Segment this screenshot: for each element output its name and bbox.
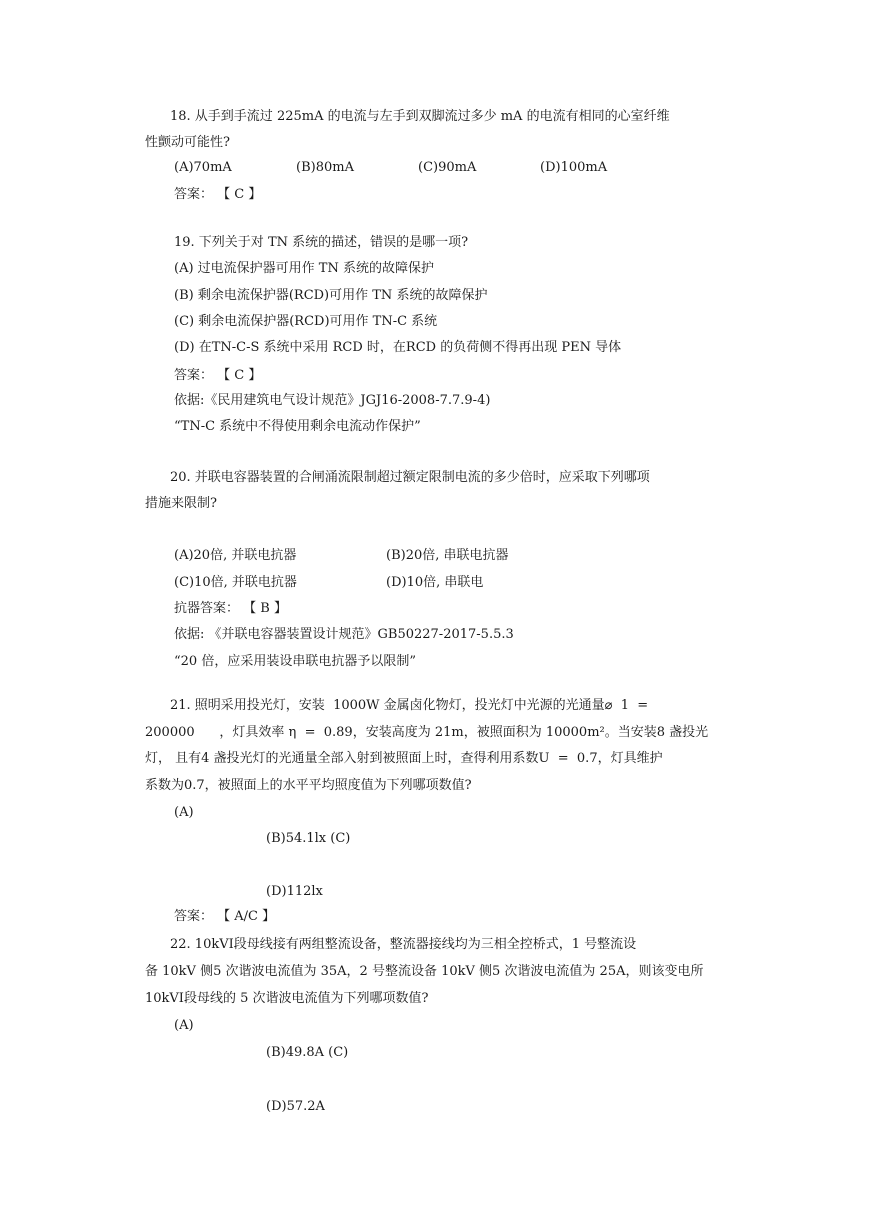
q20-option-b: (B)20倍, 串联电抗器	[386, 548, 509, 563]
q22-option-b-c: (B)49.8A (C)	[266, 1045, 349, 1060]
q19-option-d: (D) 在TN-C-S 系统中采用 RCD 时，在RCD 的负荷侧不得再出现 PEN 导体	[174, 340, 622, 355]
q20-answer: 抗器答案： 【 B 】	[174, 601, 287, 616]
q19-option-b: (B) 剩余电流保护器(RCD)可用作 TN 系统的故障保护	[174, 288, 488, 303]
q21-stem-line-2: 200000 ，灯具效率 η = 0.89，安装高度为 21m，被照面积为 10000m²。当安装8 盏投光	[145, 725, 709, 740]
q21-option-a: (A)	[174, 805, 194, 820]
q22-stem-line-1: 22. 10kVⅠ段母线接有两组整流设备，整流器接线均为三相全控桥式，1 号整流设	[170, 937, 637, 952]
q20-option-d: (D)10倍, 串联电	[386, 575, 484, 590]
q21-stem-line-1: 21. 照明采用投光灯，安装 1000W 金属卤化物灯，投光灯中光源的光通量⌀ 1 =	[170, 698, 649, 713]
q19-stem: 19. 下列关于对 TN 系统的描述，错误的是哪一项?	[174, 235, 469, 250]
q21-answer: 答案： 【 A/C 】	[174, 909, 276, 924]
q21-stem-line-3: 灯， 且有4 盏投光灯的光通量全部入射到被照面上时，查得利用系数U = 0.7，灯具维护	[145, 751, 663, 766]
q19-basis: 依据:《民用建筑电气设计规范》JGJ16-2008-7.7.9-4)	[174, 393, 491, 408]
q19-option-a: (A) 过电流保护器可用作 TN 系统的故障保护	[174, 261, 434, 276]
q18-option-c: (C)90mA	[418, 160, 477, 175]
q20-option-a: (A)20倍, 并联电抗器	[174, 548, 297, 563]
q21-option-b-c: (B)54.1lx (C)	[266, 831, 351, 846]
q18-stem-line-2: 性颤动可能性?	[145, 135, 230, 150]
q19-answer: 答案： 【 C 】	[174, 368, 262, 383]
q20-stem-line-2: 措施来限制?	[145, 496, 217, 511]
q20-basis: 依据: 《并联电容器装置设计规范》GB50227-2017-5.5.3	[174, 627, 514, 642]
q22-option-d: (D)57.2A	[266, 1099, 325, 1114]
q21-option-d: (D)112lx	[266, 884, 323, 899]
q20-stem-line-1: 20. 并联电容器装置的合闸涌流限制超过额定限制电流的多少倍时，应采取下列哪项	[170, 470, 650, 485]
q19-option-c: (C) 剩余电流保护器(RCD)可用作 TN-C 系统	[174, 314, 438, 329]
q22-option-a: (A)	[174, 1018, 194, 1033]
q18-answer: 答案： 【 C 】	[174, 187, 262, 202]
q22-stem-line-2: 备 10kV 侧5 次谐波电流值为 35A，2 号整流设备 10kV 侧5 次谐波电流值为 25A，则该变电所	[145, 964, 704, 979]
q18-option-d: (D)100mA	[540, 160, 608, 175]
q22-stem-line-3: 10kVⅠ段母线的 5 次谐波电流值为下列哪项数值?	[145, 991, 429, 1006]
q20-quote: “20 倍，应采用装设串联电抗器予以限制”	[174, 654, 416, 669]
q18-stem-line-1: 18. 从手到手流过 225mA 的电流与左手到双脚流过多少 mA 的电流有相同的心室纤维	[170, 109, 670, 124]
q18-option-b: (B)80mA	[296, 160, 354, 175]
q21-stem-line-4: 系数为0.7，被照面上的水平平均照度值为下列哪项数值?	[145, 778, 472, 793]
q20-option-c: (C)10倍, 并联电抗器	[174, 575, 297, 590]
q19-quote: “TN-C 系统中不得使用剩余电流动作保护”	[174, 419, 421, 434]
q18-option-a: (A)70mA	[174, 160, 232, 175]
